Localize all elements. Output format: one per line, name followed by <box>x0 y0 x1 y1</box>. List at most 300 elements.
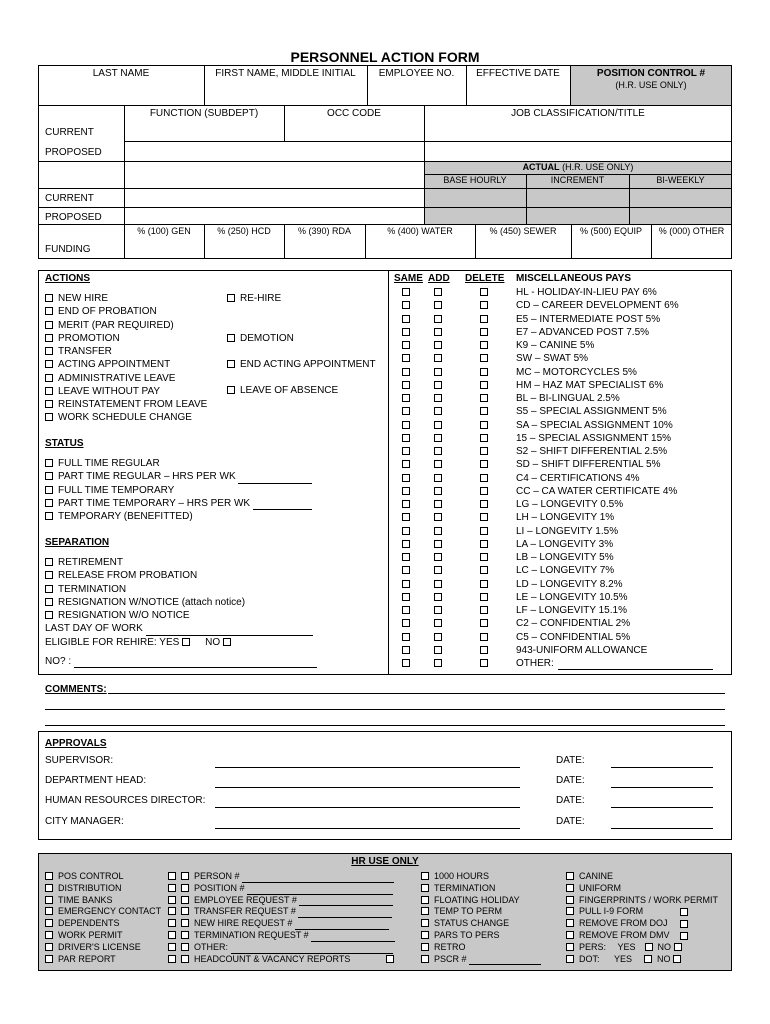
misc-pay-item: CC – CA WATER CERTIFICATE 4% <box>516 485 678 497</box>
action-promotion[interactable]: PROMOTION <box>45 332 207 345</box>
signature-line[interactable] <box>215 828 520 829</box>
delete-checkbox[interactable] <box>480 580 488 588</box>
hr-employee-request[interactable]: EMPLOYEE REQUEST # <box>168 895 399 907</box>
same-checkbox[interactable] <box>402 288 410 296</box>
person-field[interactable] <box>242 873 394 883</box>
checkbox[interactable] <box>45 512 53 520</box>
checkbox[interactable] <box>45 486 53 494</box>
misc-pay-item: HL - HOLIDAY-IN-LIEU PAY 6% <box>516 287 657 298</box>
delete-checkbox[interactable] <box>480 460 488 468</box>
first-name-label: FIRST NAME, MIDDLE INITIAL <box>215 68 356 79</box>
misc-pays-list <box>516 286 713 670</box>
delete-checkbox[interactable] <box>480 341 488 349</box>
date-line[interactable] <box>611 828 713 829</box>
checkbox[interactable] <box>45 896 53 904</box>
fund-water: % (400) WATER <box>387 226 453 236</box>
status-part-time-regular[interactable]: PART TIME REGULAR – HRS PER WK <box>45 470 312 483</box>
misc-pay-item: SD – SHIFT DIFFERENTIAL 5% <box>516 459 661 471</box>
checkbox[interactable] <box>566 907 574 915</box>
checkbox[interactable] <box>45 907 53 915</box>
add-checkbox[interactable] <box>434 315 442 323</box>
add-checkbox[interactable] <box>434 474 442 482</box>
add-checkbox[interactable] <box>434 288 442 296</box>
date-line[interactable] <box>611 767 713 768</box>
checkbox[interactable] <box>45 943 53 951</box>
checkbox[interactable] <box>168 907 176 915</box>
delete-checkbox[interactable] <box>480 381 488 389</box>
hr-pers[interactable]: PERS: YES NO <box>566 942 718 954</box>
fund-sewer: % (450) SEWER <box>489 226 557 236</box>
checkbox[interactable] <box>421 931 429 939</box>
hours-field[interactable] <box>238 473 312 484</box>
add-checkbox[interactable] <box>434 646 442 654</box>
hr-col-2 <box>168 871 399 965</box>
same-checkbox[interactable] <box>402 341 410 349</box>
add-checkbox[interactable] <box>434 659 442 667</box>
checkbox[interactable] <box>45 307 53 315</box>
hr-drivers-license[interactable]: DRIVER'S LICENSE <box>45 942 161 954</box>
same-checkbox[interactable] <box>402 659 410 667</box>
function-proposed-label: PROPOSED <box>45 147 102 158</box>
checkbox[interactable] <box>566 919 574 927</box>
same-checkbox[interactable] <box>402 566 410 574</box>
last-day-field[interactable] <box>146 625 313 636</box>
delete-checkbox[interactable] <box>480 301 488 309</box>
checkbox[interactable] <box>644 955 652 963</box>
misc-pay-item: LI – LONGEVITY 1.5% <box>516 525 619 537</box>
checkbox[interactable] <box>168 955 176 963</box>
checkbox[interactable] <box>566 955 574 963</box>
delete-checkbox[interactable] <box>480 368 488 376</box>
checkbox[interactable] <box>421 896 429 904</box>
misc-pay-item: LF – LONGEVITY 15.1% <box>516 605 627 616</box>
date-line[interactable] <box>611 807 713 808</box>
same-checkbox[interactable] <box>402 328 410 336</box>
add-checkbox[interactable] <box>434 593 442 601</box>
delete-checkbox[interactable] <box>480 500 488 508</box>
checkbox[interactable] <box>386 955 394 963</box>
comment-line[interactable] <box>45 709 725 710</box>
same-checkbox[interactable] <box>402 513 410 521</box>
checkbox[interactable] <box>45 413 53 421</box>
employee-no-field[interactable] <box>369 85 464 103</box>
same-checkbox[interactable] <box>402 619 410 627</box>
position-field[interactable] <box>247 885 393 895</box>
add-checkbox[interactable] <box>434 619 442 627</box>
checkbox[interactable] <box>45 931 53 939</box>
add-checkbox[interactable] <box>434 500 442 508</box>
comment-line[interactable] <box>108 693 725 694</box>
same-checkbox[interactable] <box>402 540 410 548</box>
misc-pay-item: HM – HAZ MAT SPECIALIST 6% <box>516 379 664 391</box>
checkbox[interactable] <box>45 884 53 892</box>
separation-release-probation[interactable]: RELEASE FROM PROBATION <box>45 569 313 582</box>
delete-checkbox[interactable] <box>480 315 488 323</box>
actual-current-label: CURRENT <box>45 193 94 204</box>
same-checkbox[interactable] <box>402 407 410 415</box>
last-name-label: LAST NAME <box>92 68 150 79</box>
misc-pay-item: S5 – SPECIAL ASSIGNMENT 5% <box>516 406 667 418</box>
hr-par-report[interactable]: PAR REPORT <box>45 954 161 966</box>
hr-new-hire-request[interactable]: NEW HIRE REQUEST # <box>168 918 399 930</box>
actions-heading: ACTIONS <box>45 273 90 284</box>
action-acting-appointment[interactable]: ACTING APPOINTMENT <box>45 358 207 371</box>
hr-distribution[interactable]: DISTRIBUTION <box>45 883 161 895</box>
same-checkbox[interactable] <box>402 394 410 402</box>
add-checkbox[interactable] <box>434 447 442 455</box>
misc-pay-item: LD – LONGEVITY 8.2% <box>516 578 623 590</box>
checkbox[interactable] <box>45 400 53 408</box>
action-merit[interactable]: MERIT (PAR REQUIRED) <box>45 319 207 332</box>
delete-checkbox[interactable] <box>480 646 488 654</box>
misc-pay-item: OTHER: <box>516 657 713 670</box>
add-checkbox[interactable] <box>434 301 442 309</box>
separation-termination[interactable]: TERMINATION <box>45 583 313 596</box>
misc-pay-item: C2 – CONFIDENTIAL 2% <box>516 618 631 630</box>
misc-pay-item: 15 – SPECIAL ASSIGNMENT 15% <box>516 432 672 444</box>
same-header: SAME <box>394 273 423 284</box>
checkbox[interactable] <box>45 499 53 507</box>
checkbox[interactable] <box>421 907 429 915</box>
employee-request-field[interactable] <box>299 896 393 906</box>
action-reinstatement[interactable]: REINSTATEMENT FROM LEAVE <box>45 398 207 411</box>
first-name-field[interactable] <box>206 85 365 103</box>
checkbox[interactable] <box>566 884 574 892</box>
hr-pos-control[interactable]: POS CONTROL <box>45 871 161 883</box>
checkbox[interactable] <box>421 919 429 927</box>
checkbox[interactable] <box>45 611 53 619</box>
checkbox[interactable] <box>168 884 176 892</box>
fund-equip: % (500) EQUIP <box>579 226 643 236</box>
status-full-time-regular[interactable]: FULL TIME REGULAR <box>45 457 312 470</box>
same-checkbox[interactable] <box>402 354 410 362</box>
action-re-hire[interactable]: RE-HIRE <box>227 293 281 305</box>
checkbox[interactable] <box>680 932 688 940</box>
employee-no-label: EMPLOYEE NO. <box>378 68 455 79</box>
hr-temp-to-perm[interactable]: TEMP TO PERM <box>421 906 541 918</box>
hr-remove-doj[interactable]: REMOVE FROM DOJ <box>566 918 718 930</box>
same-checkbox[interactable] <box>402 580 410 588</box>
action-leave-of-absence[interactable]: LEAVE OF ABSENCE <box>227 385 338 397</box>
separation-retirement[interactable]: RETIREMENT <box>45 556 313 569</box>
comments-label: COMMENTS: <box>45 684 107 695</box>
checkbox[interactable] <box>645 943 653 951</box>
hr-work-permit[interactable]: WORK PERMIT <box>45 930 161 942</box>
termination-request-field[interactable] <box>311 932 395 942</box>
same-checkbox[interactable] <box>402 447 410 455</box>
checkbox[interactable] <box>181 872 189 880</box>
same-checkbox[interactable] <box>402 553 410 561</box>
separation-heading: SEPARATION <box>45 537 110 548</box>
action-demotion[interactable]: DEMOTION <box>227 333 294 345</box>
checkbox[interactable] <box>45 872 53 880</box>
checkbox[interactable] <box>181 919 189 927</box>
checkbox[interactable] <box>566 896 574 904</box>
checkbox[interactable] <box>181 955 189 963</box>
delete-checkbox[interactable] <box>480 288 488 296</box>
checkbox[interactable] <box>45 919 53 927</box>
same-checkbox[interactable] <box>402 646 410 654</box>
misc-pay-item: MC – MOTORCYCLES 5% <box>516 366 637 378</box>
same-checkbox[interactable] <box>402 593 410 601</box>
delete-checkbox[interactable] <box>480 553 488 561</box>
add-checkbox[interactable] <box>434 381 442 389</box>
hr-transfer-request[interactable]: TRANSFER REQUEST # <box>168 906 399 918</box>
misc-pay-item: LA – LONGEVITY 3% <box>516 538 614 550</box>
action-new-hire[interactable]: NEW HIRE <box>45 292 207 305</box>
fund-hcd: % (250) HCD <box>217 226 271 236</box>
checkbox[interactable] <box>168 896 176 904</box>
add-checkbox[interactable] <box>434 580 442 588</box>
checkbox[interactable] <box>45 387 53 395</box>
fund-rda: % (390) RDA <box>297 226 351 236</box>
date-label: DATE: <box>556 755 585 766</box>
checkbox[interactable] <box>227 386 235 394</box>
function-label: FUNCTION (SUBDEPT) <box>149 108 259 119</box>
checkbox[interactable] <box>421 884 429 892</box>
delete-checkbox[interactable] <box>480 527 488 535</box>
hr-remove-dmv[interactable]: REMOVE FROM DMV <box>566 930 718 942</box>
function-current-label: CURRENT <box>45 127 94 138</box>
hr-termination[interactable]: TERMINATION <box>421 883 541 895</box>
position-control-note: (H.R. USE ONLY) <box>615 80 687 90</box>
eligible-for-rehire: ELIGIBLE FOR REHIRE: YES NO <box>45 636 313 649</box>
delete-checkbox[interactable] <box>480 513 488 521</box>
status-temporary-benefitted[interactable]: TEMPORARY (BENEFITTED) <box>45 510 312 523</box>
checkbox[interactable] <box>421 872 429 880</box>
separation-resignation-no-notice[interactable]: RESIGNATION W/O NOTICE <box>45 609 313 622</box>
add-checkbox[interactable] <box>434 460 442 468</box>
add-checkbox[interactable] <box>434 341 442 349</box>
rehire-yes-checkbox[interactable] <box>182 638 190 646</box>
hours-field[interactable] <box>253 499 312 510</box>
checkbox[interactable] <box>45 459 53 467</box>
checkbox[interactable] <box>566 872 574 880</box>
checkbox[interactable] <box>45 334 53 342</box>
delete-checkbox[interactable] <box>480 619 488 627</box>
checkbox[interactable] <box>680 920 688 928</box>
action-leave-without-pay[interactable]: LEAVE WITHOUT PAY <box>45 385 207 398</box>
checkbox[interactable] <box>45 321 53 329</box>
misc-pay-item: C4 – CERTIFICATIONS 4% <box>516 472 640 484</box>
hr-pull-i9[interactable]: PULL I-9 FORM <box>566 906 718 918</box>
hr-canine[interactable]: CANINE <box>566 871 718 883</box>
same-checkbox[interactable] <box>402 301 410 309</box>
hr-pscr[interactable]: PSCR # <box>421 954 541 966</box>
job-class-label: JOB CLASSIFICATION/TITLE <box>511 108 645 119</box>
same-checkbox[interactable] <box>402 633 410 641</box>
delete-checkbox[interactable] <box>480 593 488 601</box>
checkbox[interactable] <box>566 943 574 951</box>
hr-emergency-contact[interactable]: EMERGENCY CONTACT <box>45 906 161 918</box>
same-checkbox[interactable] <box>402 606 410 614</box>
checkbox[interactable] <box>181 943 189 951</box>
other-field[interactable] <box>231 944 393 954</box>
delete-checkbox[interactable] <box>480 407 488 415</box>
same-checkbox[interactable] <box>402 381 410 389</box>
checkbox[interactable] <box>181 896 189 904</box>
checkbox[interactable] <box>45 374 53 382</box>
add-checkbox[interactable] <box>434 368 442 376</box>
checkbox[interactable] <box>45 472 53 480</box>
hr-col-1 <box>45 871 161 965</box>
effective-date-field[interactable] <box>468 85 568 103</box>
add-checkbox[interactable] <box>434 553 442 561</box>
checkbox[interactable] <box>680 908 688 916</box>
checkbox[interactable] <box>181 884 189 892</box>
misc-pay-item: LH – LONGEVITY 1% <box>516 512 615 524</box>
checkbox[interactable] <box>45 360 53 368</box>
delete-checkbox[interactable] <box>480 566 488 574</box>
add-checkbox[interactable] <box>434 527 442 535</box>
funding-label: FUNDING <box>45 244 91 255</box>
hr-time-banks[interactable]: TIME BANKS <box>45 895 161 907</box>
checkbox[interactable] <box>674 943 682 951</box>
new-hire-request-field[interactable] <box>295 920 389 930</box>
separation-resignation-notice[interactable]: RESIGNATION W/NOTICE (attach notice) <box>45 596 313 609</box>
hr-1000-hours[interactable]: 1000 HOURS <box>421 871 541 883</box>
hr-dependents[interactable]: DEPENDENTS <box>45 918 161 930</box>
approval-label: SUPERVISOR: <box>45 755 114 766</box>
checkbox[interactable] <box>45 598 53 606</box>
misc-pay-item: K9 – CANINE 5% <box>516 340 595 351</box>
checkbox[interactable] <box>421 955 429 963</box>
checkbox[interactable] <box>168 919 176 927</box>
signature-line[interactable] <box>215 787 520 788</box>
same-checkbox[interactable] <box>402 474 410 482</box>
hr-fingerprints[interactable]: FINGERPRINTS / WORK PERMIT <box>566 895 718 907</box>
checkbox[interactable] <box>673 955 681 963</box>
checkbox[interactable] <box>168 943 176 951</box>
comment-line[interactable] <box>45 725 725 726</box>
checkbox[interactable] <box>45 294 53 302</box>
checkbox[interactable] <box>45 955 53 963</box>
add-checkbox[interactable] <box>434 566 442 574</box>
add-checkbox[interactable] <box>434 606 442 614</box>
fund-other: % (000) OTHER <box>658 226 725 236</box>
delete-checkbox[interactable] <box>480 354 488 362</box>
same-checkbox[interactable] <box>402 315 410 323</box>
add-checkbox[interactable] <box>434 540 442 548</box>
checkbox[interactable] <box>181 931 189 939</box>
pscr-field[interactable] <box>469 955 541 965</box>
add-checkbox[interactable] <box>434 633 442 641</box>
hr-col-3 <box>421 871 541 965</box>
delete-checkbox[interactable] <box>480 447 488 455</box>
delete-checkbox[interactable] <box>480 659 488 667</box>
checkbox[interactable] <box>181 907 189 915</box>
position-control-label: POSITION CONTROL # <box>596 68 706 79</box>
occ-code-label: OCC CODE <box>327 108 381 119</box>
status-full-time-temporary[interactable]: FULL TIME TEMPORARY <box>45 484 312 497</box>
action-work-schedule-change[interactable]: WORK SCHEDULE CHANGE <box>45 411 207 424</box>
approvals-heading: APPROVALS <box>45 738 107 749</box>
signature-line[interactable] <box>215 807 520 808</box>
status-part-time-temporary[interactable]: PART TIME TEMPORARY – HRS PER WK <box>45 497 312 510</box>
action-end-probation[interactable]: END OF PROBATION <box>45 305 207 318</box>
effective-date-label: EFFECTIVE DATE <box>476 68 560 79</box>
hr-col-4 <box>566 871 718 965</box>
base-hourly-label: BASE HOURLY <box>443 175 507 185</box>
delete-checkbox[interactable] <box>480 394 488 402</box>
delete-checkbox[interactable] <box>480 328 488 336</box>
checkbox[interactable] <box>566 931 574 939</box>
checkbox[interactable] <box>227 360 235 368</box>
hr-uniform[interactable]: UNIFORM <box>566 883 718 895</box>
same-checkbox[interactable] <box>402 368 410 376</box>
hr-headcount-reports[interactable]: HEADCOUNT & VACANCY REPORTS <box>168 954 399 966</box>
signature-line[interactable] <box>215 767 520 768</box>
date-line[interactable] <box>611 787 713 788</box>
checkbox[interactable] <box>45 585 53 593</box>
hr-termination-request[interactable]: TERMINATION REQUEST # <box>168 930 399 942</box>
delete-checkbox[interactable] <box>480 434 488 442</box>
checkbox[interactable] <box>227 294 235 302</box>
add-checkbox[interactable] <box>434 487 442 495</box>
same-checkbox[interactable] <box>402 500 410 508</box>
checkbox[interactable] <box>45 571 53 579</box>
same-checkbox[interactable] <box>402 460 410 468</box>
add-checkbox[interactable] <box>434 394 442 402</box>
action-administrative-leave[interactable]: ADMINISTRATIVE LEAVE <box>45 372 207 385</box>
hr-position[interactable]: POSITION # <box>168 883 399 895</box>
checkbox[interactable] <box>168 872 176 880</box>
no-reason-field[interactable] <box>74 657 317 668</box>
delete-checkbox[interactable] <box>480 474 488 482</box>
add-checkbox[interactable] <box>434 434 442 442</box>
delete-header: DELETE <box>465 273 505 284</box>
same-checkbox[interactable] <box>402 527 410 535</box>
misc-pay-item: E7 – ADVANCED POST 7.5% <box>516 326 650 338</box>
add-checkbox[interactable] <box>434 407 442 415</box>
action-end-acting[interactable]: END ACTING APPOINTMENT <box>227 359 376 371</box>
misc-pay-item: LG – LONGEVITY 0.5% <box>516 499 624 510</box>
action-transfer[interactable]: TRANSFER <box>45 345 207 358</box>
delete-checkbox[interactable] <box>480 421 488 429</box>
checkbox[interactable] <box>227 334 235 342</box>
add-checkbox[interactable] <box>434 354 442 362</box>
transfer-request-field[interactable] <box>298 908 392 918</box>
delete-checkbox[interactable] <box>480 633 488 641</box>
delete-checkbox[interactable] <box>480 487 488 495</box>
same-checkbox[interactable] <box>402 434 410 442</box>
checkbox[interactable] <box>45 558 53 566</box>
other-pay-field[interactable] <box>558 659 713 670</box>
misc-pay-item: BL – BI-LINGUAL 2.5% <box>516 393 620 404</box>
delete-checkbox[interactable] <box>480 606 488 614</box>
checkbox[interactable] <box>421 943 429 951</box>
same-checkbox[interactable] <box>402 421 410 429</box>
add-checkbox[interactable] <box>434 421 442 429</box>
checkbox[interactable] <box>168 931 176 939</box>
add-checkbox[interactable] <box>434 328 442 336</box>
hr-status-change[interactable]: STATUS CHANGE <box>421 918 541 930</box>
delete-checkbox[interactable] <box>480 540 488 548</box>
hr-retro[interactable]: RETRO <box>421 942 541 954</box>
hr-dot[interactable]: DOT: YES NO <box>566 954 718 966</box>
hr-floating-holiday[interactable]: FLOATING HOLIDAY <box>421 895 541 907</box>
rehire-no-checkbox[interactable] <box>223 638 231 646</box>
checkbox[interactable] <box>45 347 53 355</box>
hr-other[interactable]: OTHER: <box>168 942 399 954</box>
misc-pay-item: C5 – CONFIDENTIAL 5% <box>516 631 631 643</box>
same-checkbox[interactable] <box>402 487 410 495</box>
misc-pay-item: CD – CAREER DEVELOPMENT 6% <box>516 300 679 312</box>
add-checkbox[interactable] <box>434 513 442 521</box>
hr-person[interactable]: PERSON # <box>168 871 399 883</box>
last-name-field[interactable] <box>40 85 202 103</box>
hr-pars-to-pers[interactable]: PARS TO PERS <box>421 930 541 942</box>
